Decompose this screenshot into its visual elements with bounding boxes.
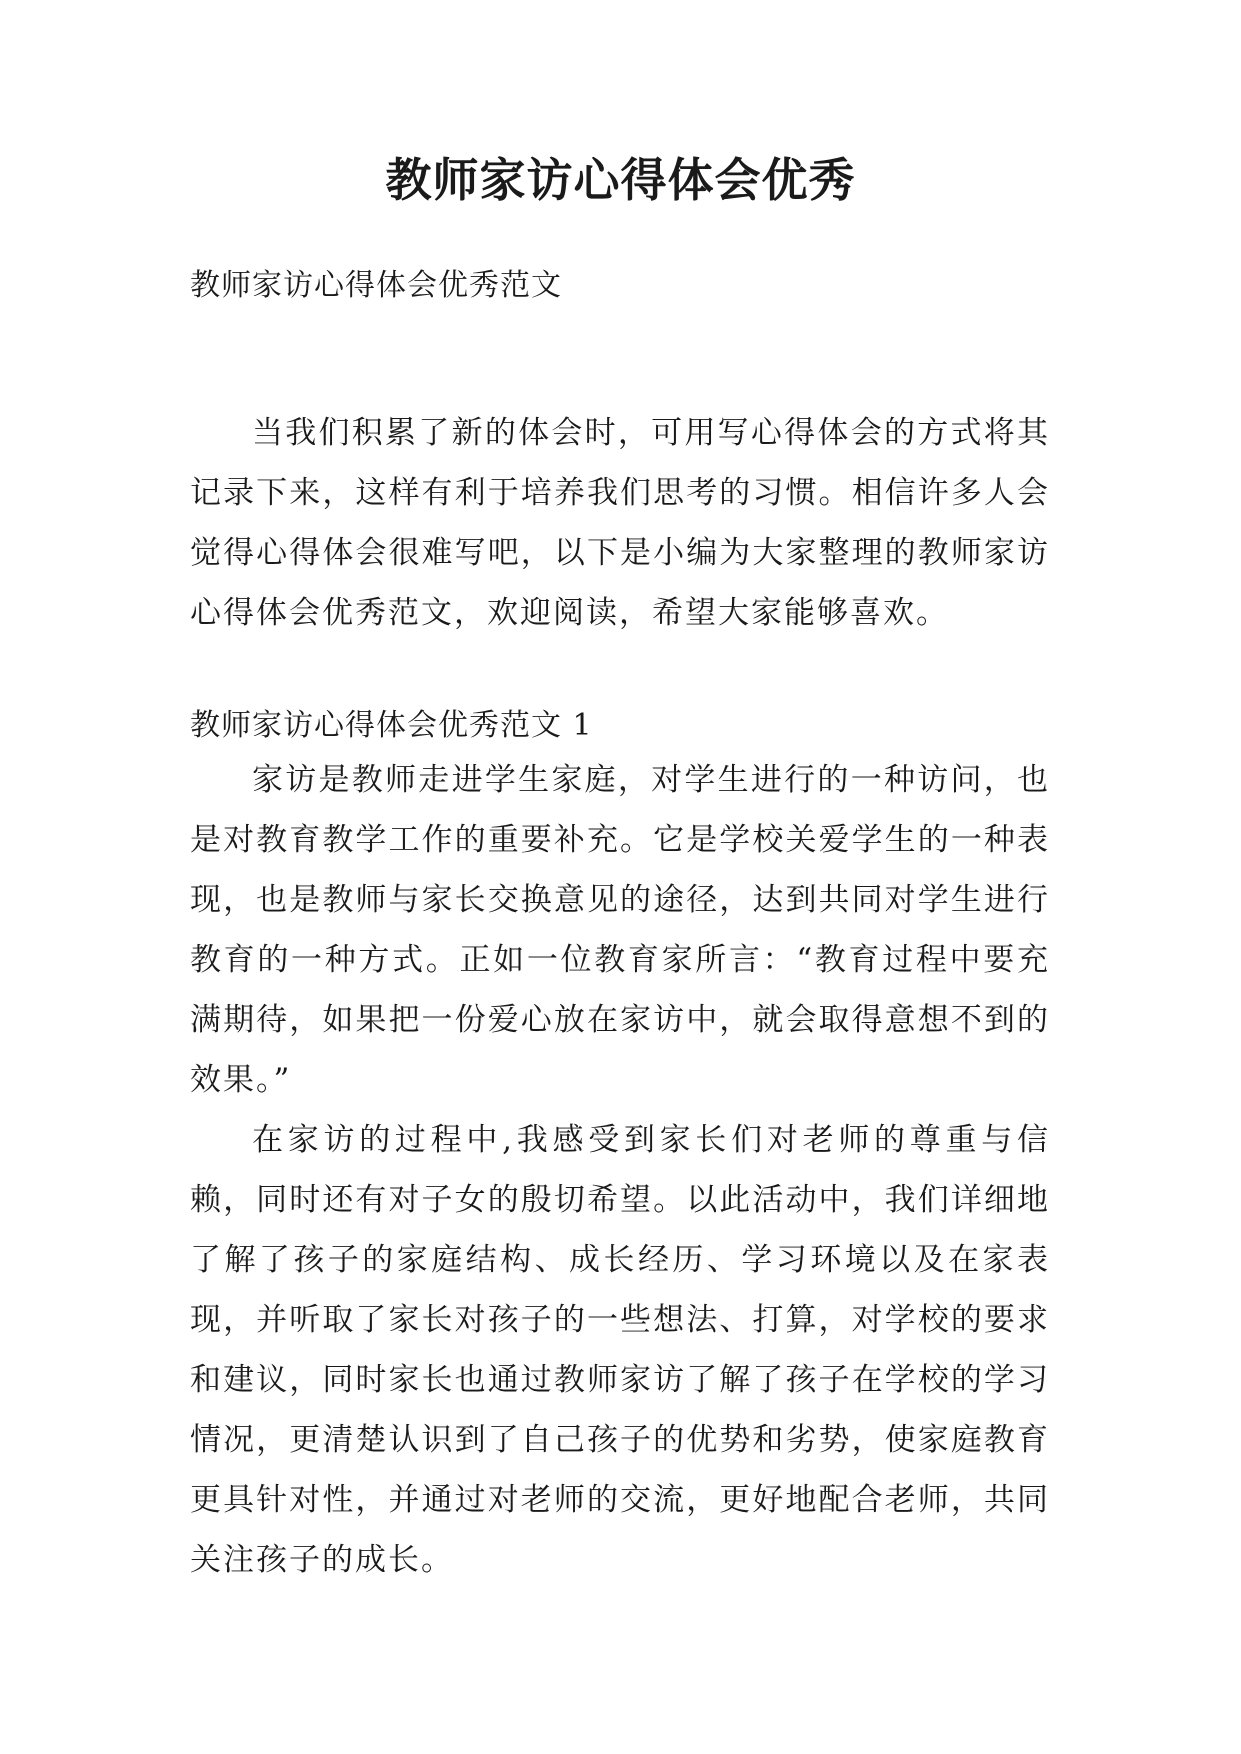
section-paragraph-2: 在家访的过程中,我感受到家长们对老师的尊重与信赖，同时还有对子女的殷切希望。以此活动中，我们详细地了解了孩子的家庭结构、成长经历、学习环境以及在家表现，并听取了家长对孩子的一些想法、打算，对学校的要求和建议，同时家长也通过教师家访了解了孩子在学校的学习情况，更清楚认识到了自己孩子的优势和劣势，使家庭教育更具针对性，并通过对老师的交流，更好地配合老师，共同关注孩子的成长。 [190, 1122, 1050, 1578]
document-subtitle: 教师家访心得体会优秀范文 [190, 268, 562, 303]
section-heading: 教师家访心得体会优秀范文 1 [190, 708, 593, 743]
section-paragraph-1: 家访是教师走进学生家庭，对学生进行的一种访问，也是对教育教学工作的重要补充。它是学校关爱学生的一种表现，也是教师与家长交换意见的途径，达到共同对学生进行教育的一种方式。正如一位教育家所言：“教育过程中要充满期待，如果把一份爱心放在家访中，就会取得意想不到的效果。” [190, 762, 1050, 1098]
document-title: 教师家访心得体会优秀 [385, 153, 856, 207]
section-body [190, 750, 1050, 1590]
intro-section [190, 403, 1050, 643]
intro-paragraph: 当我们积累了新的体会时，可用写心得体会的方式将其记录下来，这样有利于培养我们思考的习惯。相信许多人会觉得心得体会很难写吧，以下是小编为大家整理的教师家访心得体会优秀范文，欢迎阅读，希望大家能够喜欢。 [190, 415, 1050, 631]
